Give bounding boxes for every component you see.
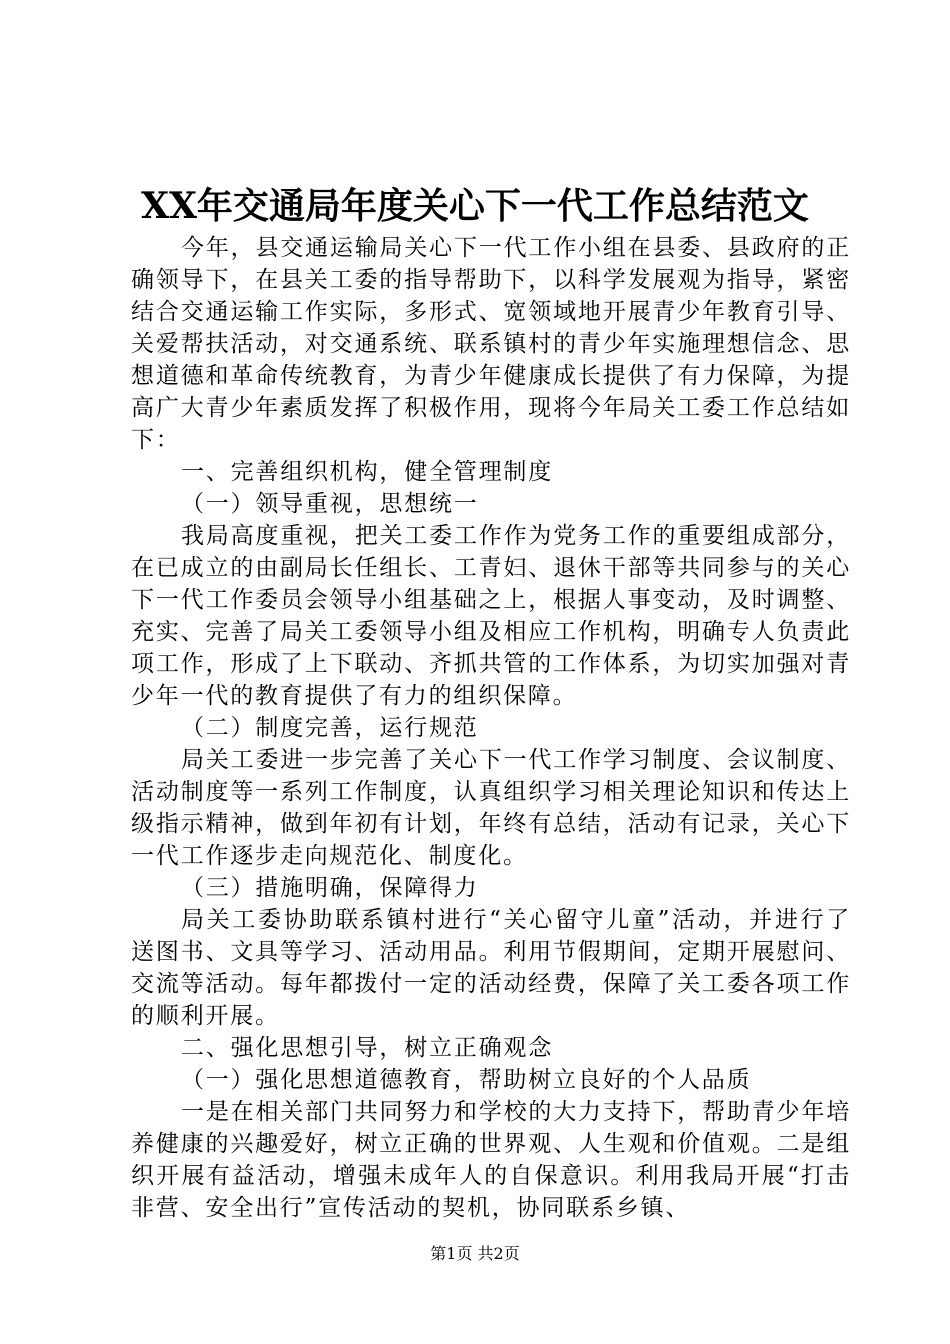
- subsection-heading-1-2: （二）制度完善，运行规范: [181, 715, 479, 741]
- section-heading-2: 二、强化思想引导，树立正确观念: [181, 1035, 553, 1061]
- subsection-heading-1-1: （一）领导重视，思想统一: [181, 491, 479, 517]
- intro-paragraph: 今年，县交通运输局关心下一代工作小组在县委、县政府的正确领导下，在县关工委的指导帮助下，以科学发展观为指导，紧密结合交通运输工作实际，多形式、宽领域地开展青少年教育引导、关爱帮扶活动，对交通系统、联系镇村的青少年实施理想信念、思想道德和革命传统教育，为青少年健康成长提供了有力保障，为提高广大青少年素质发挥了积极作用，现将今年局关工委工作总结如下：: [131, 235, 851, 453]
- subsection-heading-1-3: （三）措施明确，保障得力: [181, 875, 479, 901]
- subsection-paragraph-2-1: 一是在相关部门共同努力和学校的大力支持下，帮助青少年培养健康的兴趣爱好，树立正确的世界观、人生观和价值观。二是组织开展有益活动，增强未成年人的自保意识。利用我局开展“打击非营、安全出行”宣传活动的契机，协同联系乡镇、: [131, 1099, 851, 1221]
- page-footer: 第1页 共2页: [430, 1244, 520, 1263]
- subsection-paragraph-1-2: 局关工委进一步完善了关心下一代工作学习制度、会议制度、活动制度等一系列工作制度，认真组织学习相关理论知识和传达上级指示精神，做到年初有计划，年终有总结，活动有记录，关心下一代工作逐步走向规范化、制度化。: [131, 747, 851, 869]
- document-body: [131, 232, 851, 1224]
- subsection-paragraph-1-3: 局关工委协助联系镇村进行“关心留守儿童”活动，并进行了送图书、文具等学习、活动用品。利用节假期间，定期开展慰问、交流等活动。每年都拨付一定的活动经费，保障了关工委各项工作的顺利开展。: [131, 907, 851, 1029]
- section-heading-1: 一、完善组织机构，健全管理制度: [181, 459, 553, 485]
- document-title: XX年交通局年度关心下一代工作总结范文: [141, 185, 809, 227]
- subsection-heading-2-1: （一）强化思想道德教育，帮助树立良好的个人品质: [181, 1067, 752, 1093]
- subsection-paragraph-1-1: 我局高度重视，把关工委工作作为党务工作的重要组成部分，在已成立的由副局长任组长、工青妇、退休干部等共同参与的关心下一代工作委员会领导小组基础之上，根据人事变动，及时调整、充实、完善了局关工委领导小组及相应工作机构，明确专人负责此项工作，形成了上下联动、齐抓共管的工作体系，为切实加强对青少年一代的教育提供了有力的组织保障。: [131, 523, 851, 709]
